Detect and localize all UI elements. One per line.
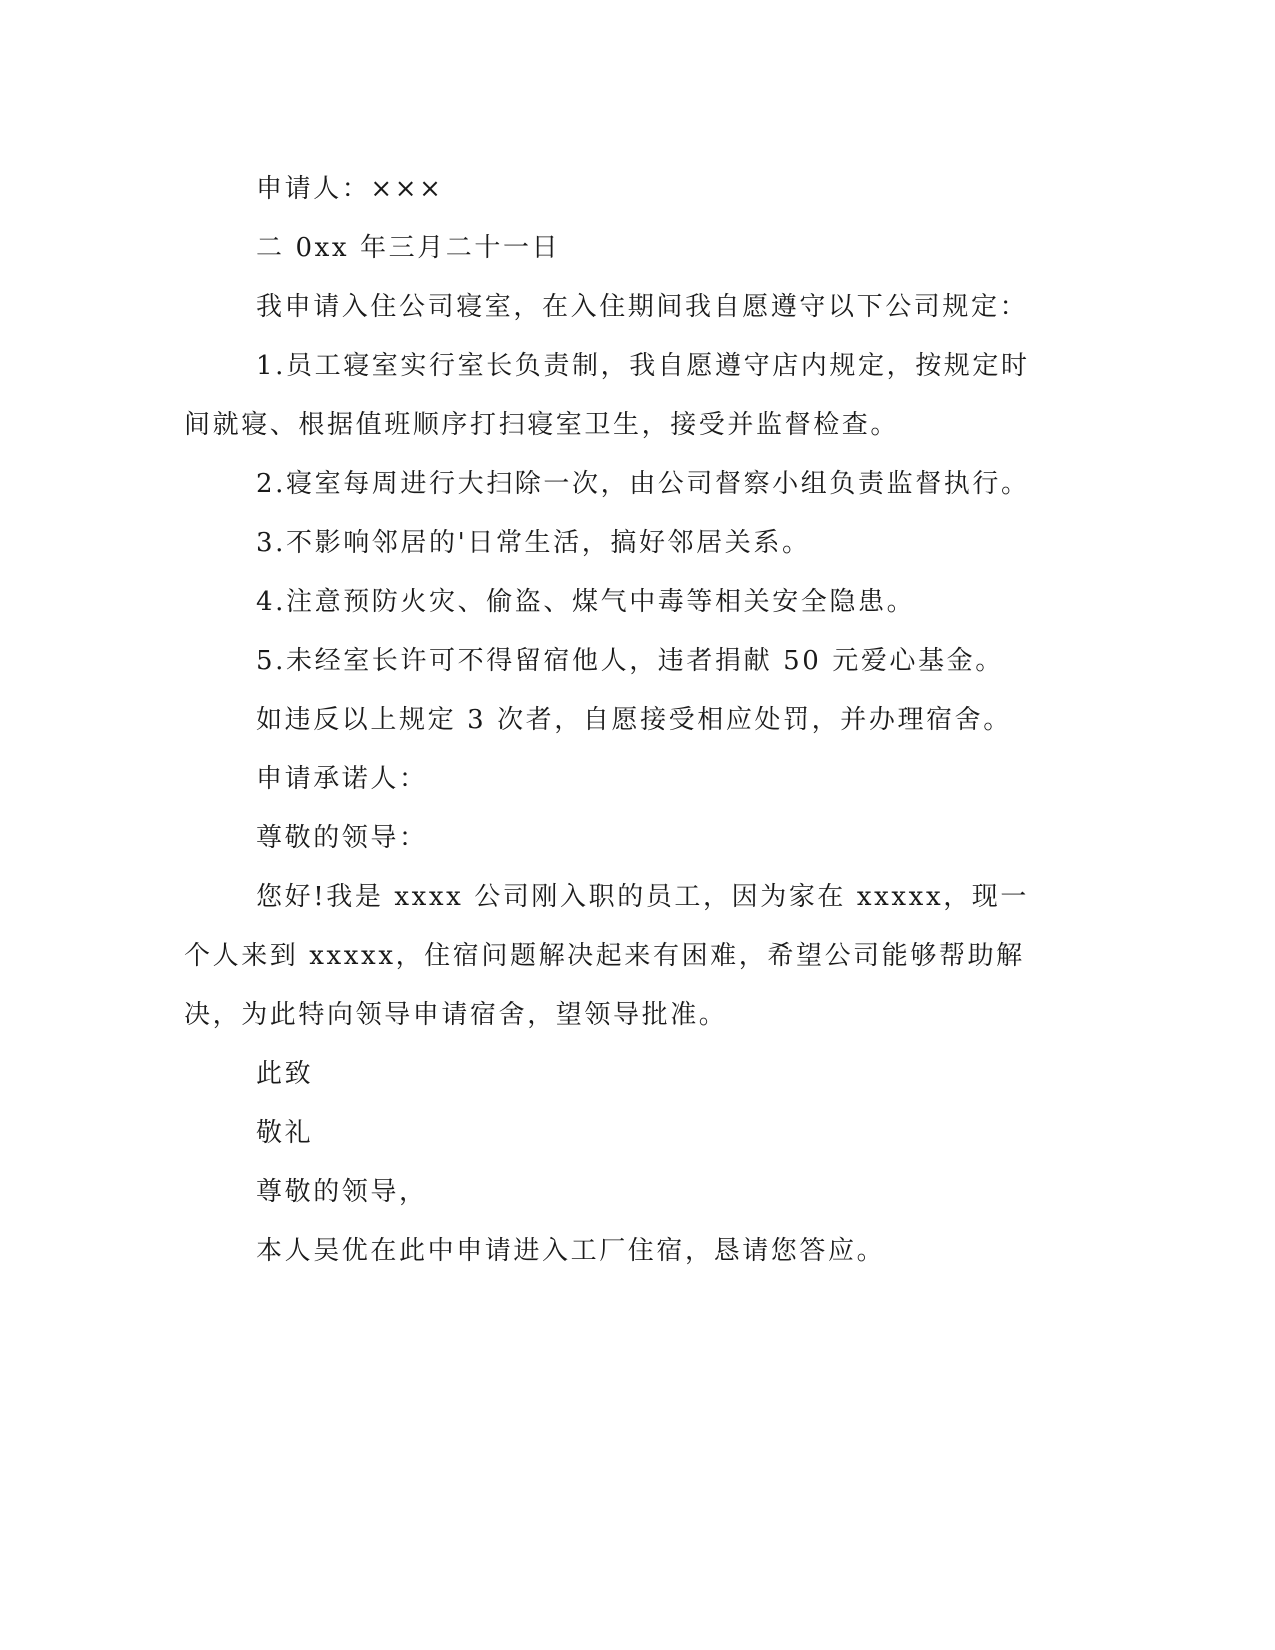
salutation-2: 尊敬的领导， — [256, 1177, 428, 1207]
rule-4: 4.注意预防火灾、偷盗、煤气中毒等相关安全隐患。 — [256, 587, 916, 617]
salutation-1: 尊敬的领导： — [256, 823, 428, 853]
applicant-line: 申请人：××× — [256, 174, 444, 204]
request-paragraph-2: 本人吴优在此中申请进入工厂住宿，恳请您答应。 — [256, 1236, 886, 1266]
date-line: 二 0xx 年三月二十一日 — [256, 233, 561, 263]
closing-2: 敬礼 — [256, 1118, 314, 1148]
rule-5: 5.未经室长许可不得留宿他人，违者捐献 50 元爱心基金。 — [256, 646, 1004, 676]
document-body — [184, 160, 1044, 1281]
rule-2: 2.寝室每周进行大扫除一次，由公司督察小组负责监督执行。 — [256, 469, 1030, 499]
closing-1: 此致 — [256, 1059, 314, 1089]
promisor-line: 申请承诺人： — [256, 764, 428, 794]
intro-paragraph: 我申请入住公司寝室，在入住期间我自愿遵守以下公司规定： — [256, 292, 1029, 322]
rule-3: 3.不影响邻居的'日常生活，搞好邻居关系。 — [256, 528, 811, 558]
penalty-paragraph: 如违反以上规定 3 次者，自愿接受相应处罚，并办理宿舍。 — [256, 705, 1012, 735]
rule-1: 1.员工寝室实行室长负责制，我自愿遵守店内规定，按规定时间就寝、根据值班顺序打扫寝室卫生，接受并监督检查。 — [184, 351, 1030, 440]
request-paragraph: 您好!我是 xxxx 公司刚入职的员工，因为家在 xxxxx，现一个人来到 xxxxx，住宿问题解决起来有困难，希望公司能够帮助解决，为此特向领导申请宿舍，望领导批准。 — [184, 882, 1030, 1030]
